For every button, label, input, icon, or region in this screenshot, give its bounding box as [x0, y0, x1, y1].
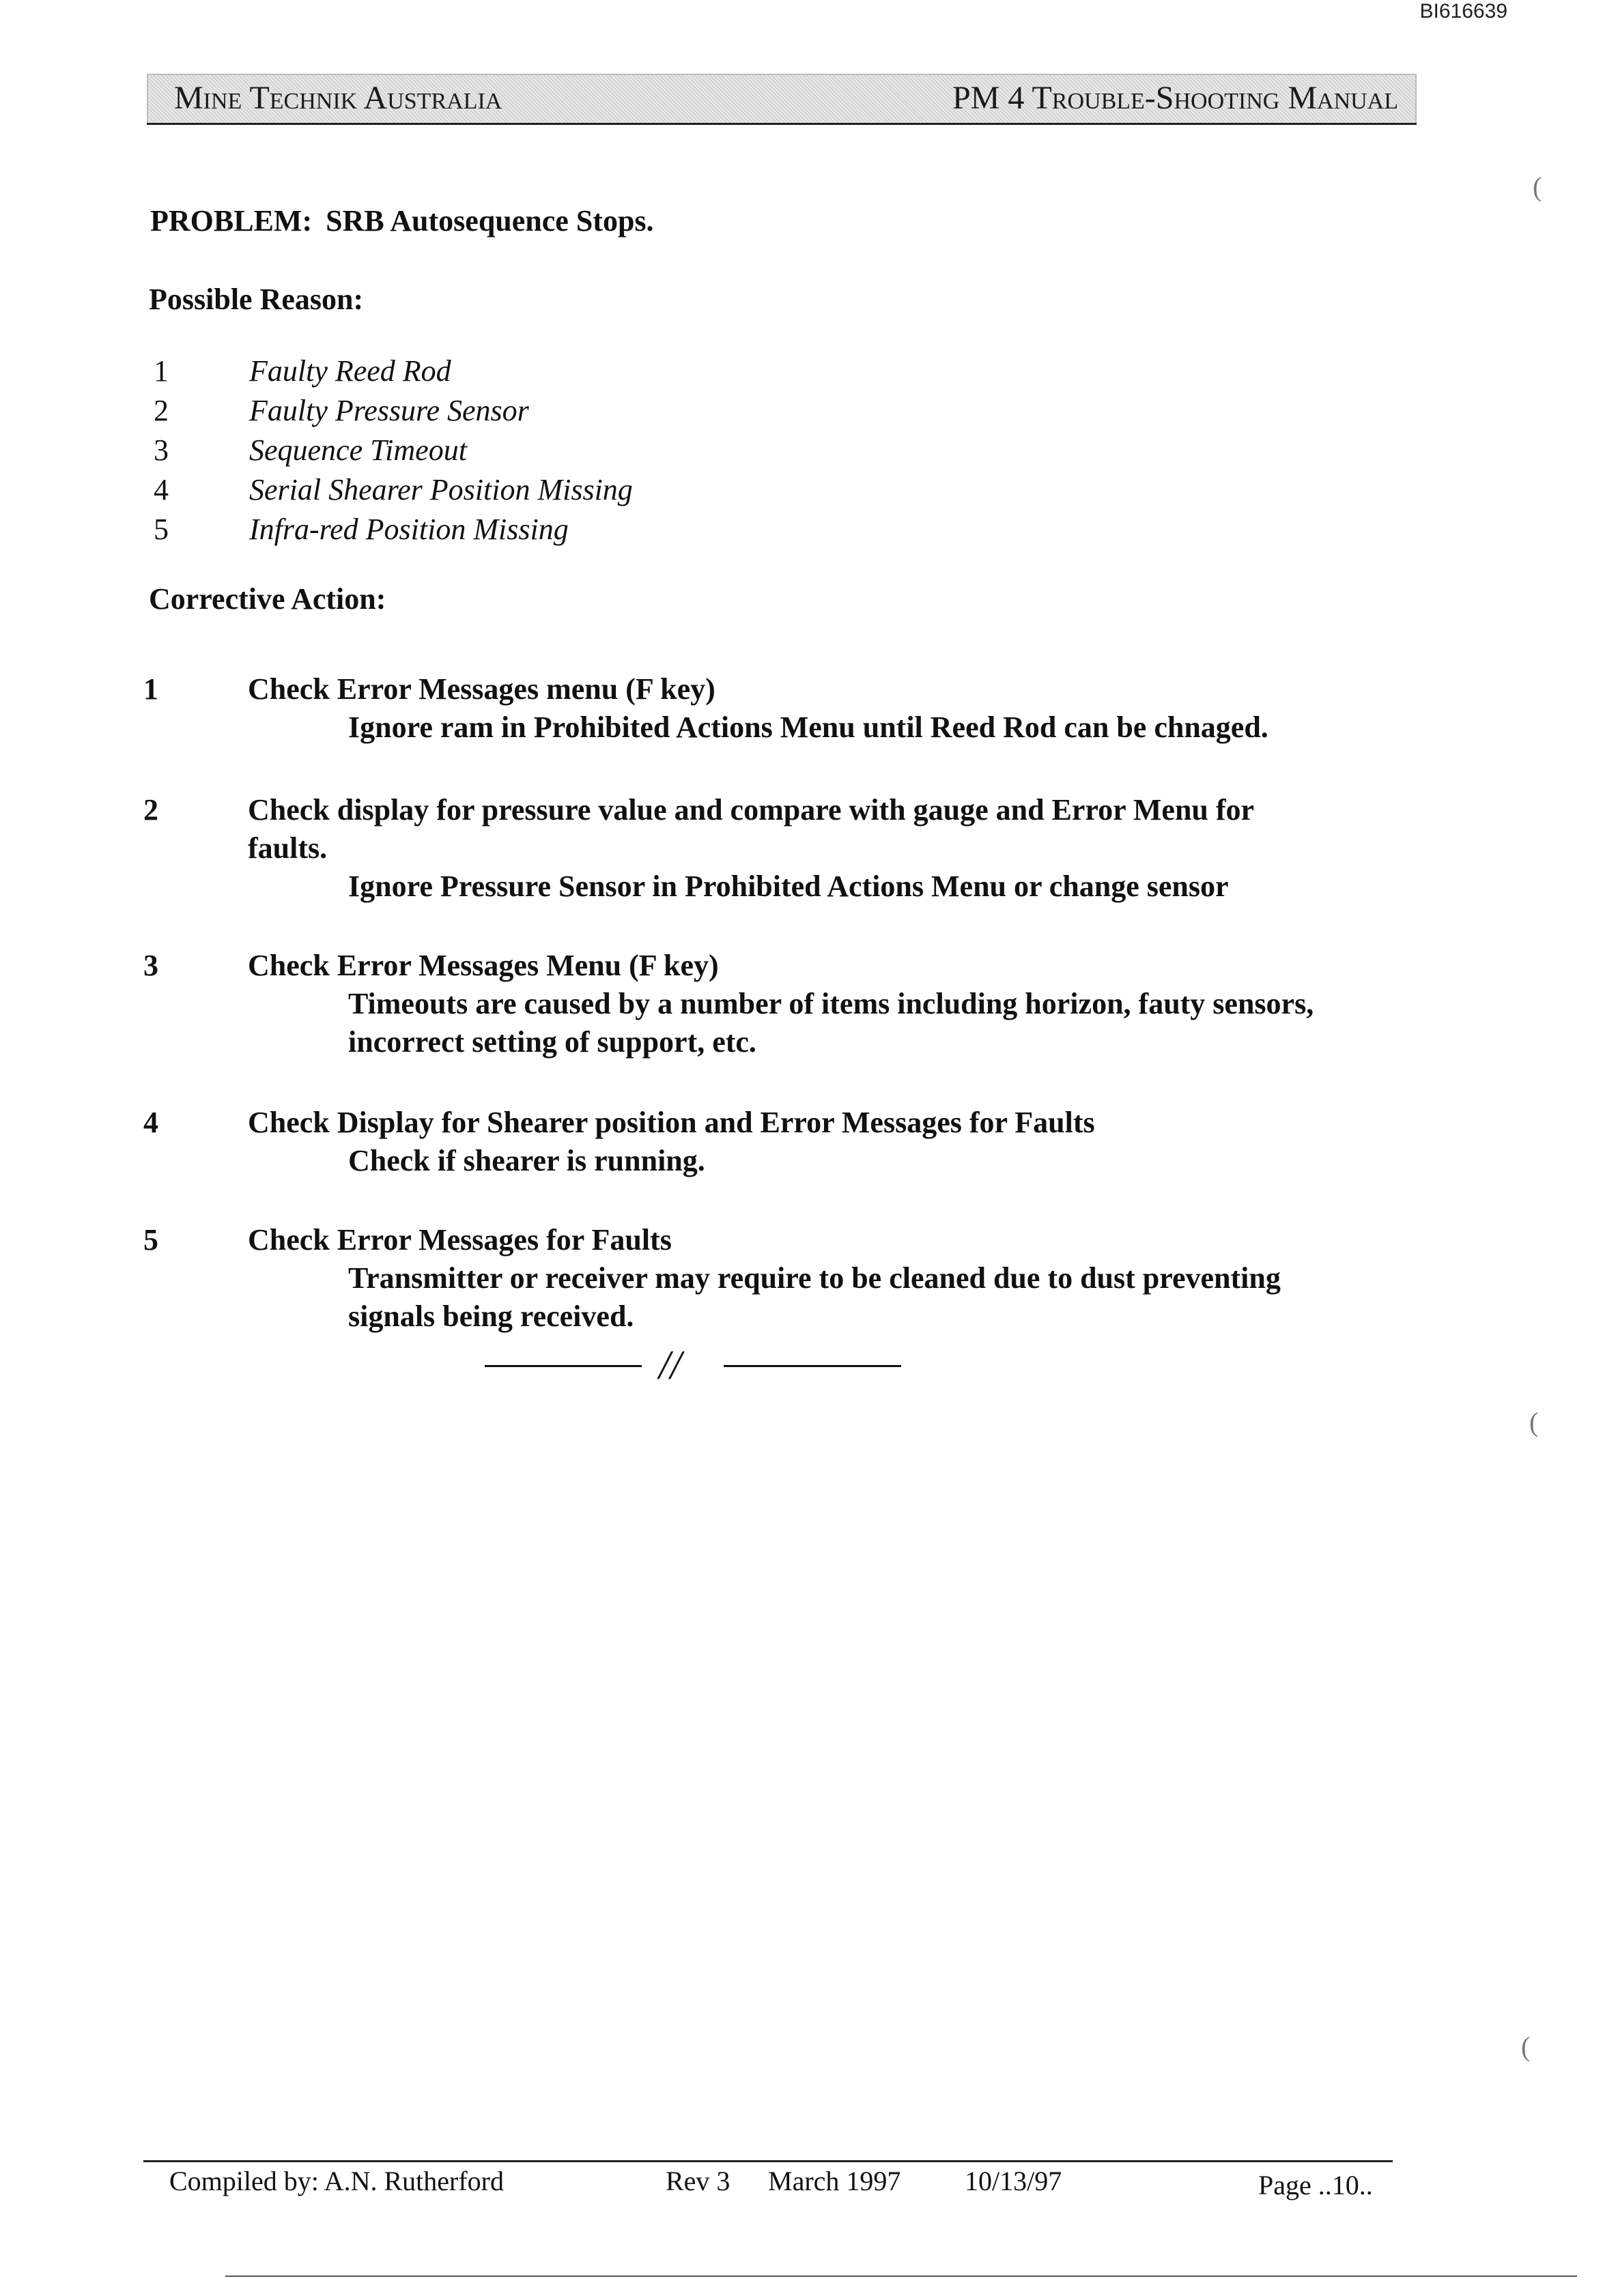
footer-print-date: 10/13/97 — [965, 2166, 1062, 2196]
scan-artifact-mark: ( — [1533, 171, 1542, 202]
list-number: 5 — [154, 513, 169, 546]
action-detail: Check if shearer is running. — [348, 1144, 705, 1177]
action-main: Check Error Messages for Faults — [248, 1223, 672, 1257]
corrective-action-item — [143, 1104, 1427, 1180]
action-detail: Ignore Pressure Sensor in Prohibited Actions Menu or change sensor — [348, 870, 1229, 903]
problem-text: SRB Autosequence Stops. — [326, 204, 654, 238]
scan-artifact-mark: ( — [1529, 1407, 1539, 1437]
footer-date: March 1997 — [768, 2166, 901, 2196]
footer-page-number: Page ..10.. — [1258, 2170, 1373, 2200]
list-number: 4 — [154, 473, 169, 506]
separator-mark: // — [659, 1343, 682, 1388]
list-item — [154, 510, 633, 549]
action-detail: incorrect setting of support, etc. — [348, 1025, 756, 1059]
action-detail: Transmitter or receiver may require to be cleaned due to dust preventing — [348, 1261, 1281, 1295]
list-number: 1 — [154, 354, 169, 388]
action-main: Check display for pressure value and compare with gauge and Error Menu for — [248, 793, 1255, 827]
action-number: 2 — [143, 793, 158, 827]
header-manual-title: PM 4 Trouble-Shooting Manual — [952, 80, 1398, 116]
list-item — [154, 431, 633, 470]
action-main-continued: faults. — [248, 831, 328, 865]
action-main: Check Error Messages menu (F key) — [248, 672, 715, 706]
action-number: 5 — [143, 1223, 158, 1257]
action-main: Check Error Messages Menu (F key) — [248, 949, 719, 982]
list-text: Faulty Pressure Sensor — [249, 394, 529, 427]
action-number: 4 — [143, 1106, 158, 1139]
action-number: 1 — [143, 672, 158, 706]
action-main: Check Display for Shearer position and Error Messages for Faults — [248, 1106, 1095, 1139]
problem-statement — [150, 203, 654, 238]
action-detail: signals being received. — [348, 1300, 634, 1333]
possible-reason-list — [154, 351, 633, 549]
action-detail: Ignore ram in Prohibited Actions Menu until Reed Rod can be chnaged. — [348, 711, 1268, 744]
list-number: 3 — [154, 433, 169, 467]
list-item — [154, 391, 633, 431]
list-item — [154, 470, 633, 510]
problem-label: PROBLEM: — [150, 204, 313, 238]
list-number: 2 — [154, 394, 169, 427]
possible-reason-heading: Possible Reason: — [149, 283, 364, 316]
corrective-action-item — [143, 1221, 1427, 1336]
document-id: BI616639 — [1419, 0, 1507, 23]
action-detail: Timeouts are caused by a number of items including horizon, fauty sensors, — [348, 987, 1314, 1020]
list-text: Faulty Reed Rod — [249, 354, 451, 388]
scan-artifact-line — [225, 2276, 1577, 2277]
footer-compiled-by: Compiled by: A.N. Rutherford — [169, 2166, 504, 2196]
section-end-separator — [485, 1338, 901, 1392]
list-text: Infra-red Position Missing — [249, 513, 569, 546]
footer-rule — [143, 2160, 1393, 2162]
separator-rule — [724, 1365, 901, 1367]
corrective-action-item — [143, 947, 1427, 1061]
corrective-action-heading: Corrective Action: — [149, 582, 386, 616]
scan-artifact-mark: ( — [1521, 2031, 1531, 2062]
list-text: Serial Shearer Position Missing — [249, 473, 633, 506]
list-item — [154, 351, 633, 391]
header-rule — [147, 123, 1417, 125]
corrective-action-item — [143, 791, 1427, 906]
corrective-action-item — [143, 670, 1427, 747]
action-number: 3 — [143, 949, 158, 982]
footer-revision: Rev 3 — [666, 2166, 730, 2196]
list-text: Sequence Timeout — [249, 433, 467, 467]
header-company: Mine Technik Australia — [174, 80, 502, 116]
separator-rule — [485, 1365, 642, 1367]
